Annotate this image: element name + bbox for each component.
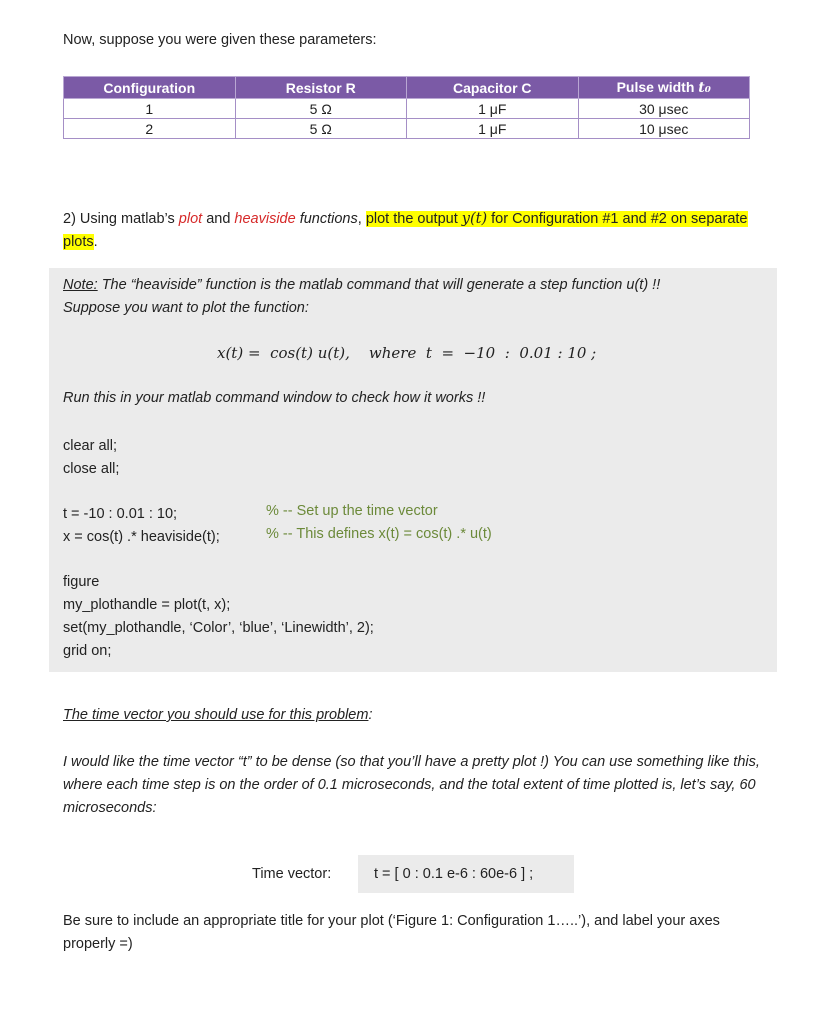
equation: x(t) = cos(t) u(t), where t = −10 : 0.01 : 10 ; (217, 344, 597, 362)
code-figure: figure (63, 574, 100, 590)
code-close: close all; (63, 461, 120, 477)
table-cell: 30 μsec (578, 99, 750, 119)
table-cell: 1 (64, 99, 236, 119)
code-plothandle: my_plothandle = plot(t, x); (63, 597, 231, 613)
table-header-row (64, 77, 750, 99)
note-line-1: Note: The “heaviside” function is the matlab command that will generate a step function u(t) !! (63, 277, 661, 293)
table-row (64, 99, 750, 119)
header-pulse-width: Pulse width t₀ (578, 77, 750, 99)
note-label: Note: (63, 277, 98, 293)
time-vector-code: t = [ 0 : 0.1 e-6 : 60e-6 ] ; (374, 866, 534, 882)
table-cell: 10 μsec (578, 119, 750, 139)
header-configuration: Configuration (64, 77, 236, 99)
header-capacitor: Capacitor C (407, 77, 579, 99)
code-comment-t: % -- Set up the time vector (266, 503, 438, 519)
table-cell: 1 μF (407, 99, 579, 119)
time-vector-description: I would like the time vector “t” to be dense (so that you’ll have a pretty plot !) You can use something like this, where each time step is on the order of 0.1 microseconds, and the total extent of time plotted is, let’s say, 60 microseconds: (63, 754, 760, 816)
code-set: set(my_plothandle, ‘Color’, ‘blue’, ‘Linewidth’, 2); (63, 620, 374, 636)
pulse-symbol: t₀ (698, 80, 711, 96)
table-cell: 2 (64, 119, 236, 139)
final-instruction: Be sure to include an appropriate title for your plot (‘Figure 1: Configuration 1…..’), and label your axes properly =) (63, 913, 720, 952)
highlighted-instruction: plot the output y(t) for Configuration #1 and #2 on separate plots (63, 211, 748, 250)
header-resistor: Resistor R (235, 77, 407, 99)
table-cell: 5 Ω (235, 99, 407, 119)
code-x: x = cos(t) .* heaviside(t); (63, 529, 220, 545)
run-instruction: Run this in your matlab command window to check how it works !! (63, 390, 486, 406)
code-grid: grid on; (63, 643, 112, 659)
note-line-2: Suppose you want to plot the function: (63, 300, 309, 316)
table-row (64, 119, 750, 139)
heaviside-keyword: heaviside (234, 211, 296, 227)
time-vector-title: The time vector you should use for this problem: (63, 707, 373, 723)
code-t: t = -10 : 0.01 : 10; (63, 506, 178, 522)
time-vector-label: Time vector: (252, 866, 332, 882)
plot-keyword: plot (178, 211, 203, 227)
table-cell: 5 Ω (235, 119, 407, 139)
parameters-table (63, 76, 750, 139)
question-2: 2) Using matlab’s plot and heaviside functions, plot the output y(t) for Configuration #1 and #2 on separate plots. (63, 211, 748, 250)
table-cell: 1 μF (407, 119, 579, 139)
intro-text: Now, suppose you were given these parameters: (63, 32, 377, 48)
code-comment-x: % -- This defines x(t) = cos(t) .* u(t) (266, 526, 492, 542)
code-clear: clear all; (63, 438, 117, 454)
